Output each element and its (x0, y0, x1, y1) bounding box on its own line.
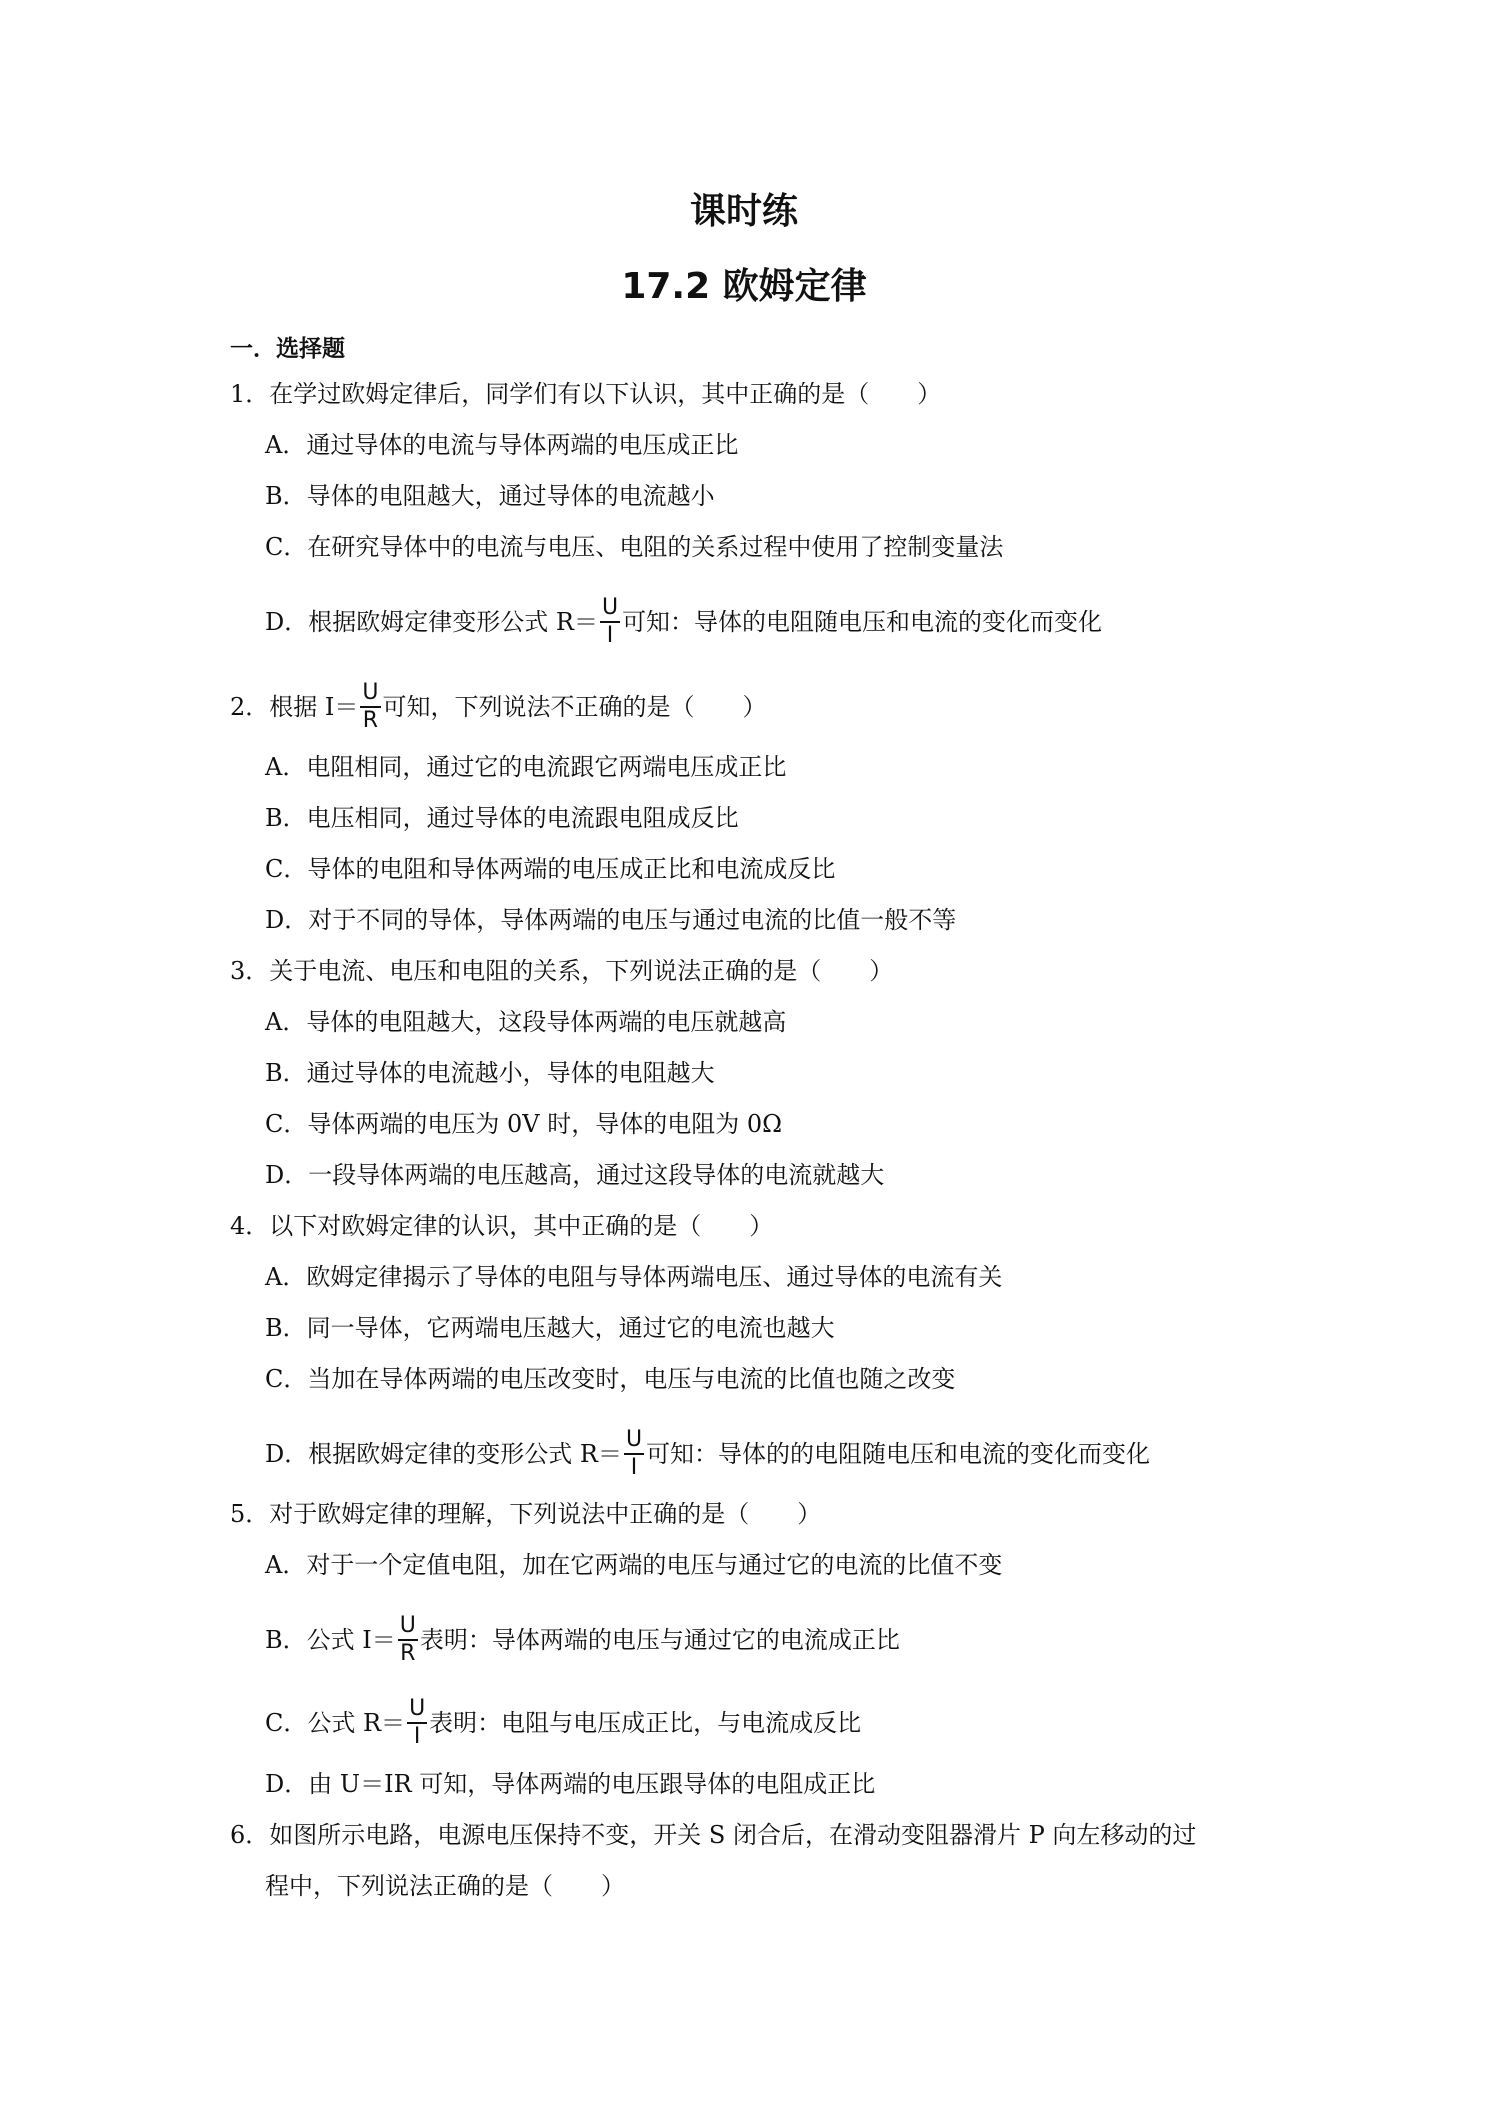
question-5-option-b (265, 1614, 900, 1666)
question-3-option-c: C．导体两端的电压为 0V 时，导体的电阻为 0Ω (265, 1110, 783, 1138)
fraction (360, 681, 380, 733)
question-1-option-d (265, 596, 1102, 648)
fraction-denominator: R (400, 1641, 416, 1666)
question-5-option-a: A．对于一个定值电阻，加在它两端的电压与通过它的电流的比值不变 (265, 1551, 1003, 1579)
fraction (600, 596, 620, 648)
fraction-numerator: U (407, 1697, 427, 1724)
fraction-denominator: R (362, 708, 379, 733)
stem-text: 2．根据 I＝ (230, 693, 359, 721)
question-1-option-b: B．导体的电阻越大，通过导体的电流越小 (265, 482, 715, 510)
page-subtitle: 17.2 欧姆定律 (621, 266, 867, 307)
question-3-option-a: A．导体的电阻越大，这段导体两端的电压就越高 (265, 1008, 787, 1036)
question-4-option-d (265, 1428, 1150, 1480)
question-5-option-c (265, 1697, 861, 1749)
fraction-denominator: I (630, 1455, 638, 1480)
fraction-numerator: U (398, 1614, 418, 1641)
question-3-option-d: D．一段导体两端的电压越高，通过这段导体的电流就越大 (265, 1161, 885, 1189)
page-title: 课时练 (689, 191, 798, 232)
option-text: 表明：电阻与电压成正比，与电流成反比 (429, 1709, 862, 1737)
option-text: C．公式 R＝ (265, 1709, 406, 1737)
question-4-option-a: A．欧姆定律揭示了导体的电阻与导体两端电压、通过导体的电流有关 (265, 1263, 1003, 1291)
fraction-numerator: U (360, 681, 380, 708)
option-text: D．根据欧姆定律变形公式 R＝ (265, 608, 598, 636)
question-2-option-c: C．导体的电阻和导体两端的电压成正比和电流成反比 (265, 855, 836, 883)
question-2-stem (230, 681, 767, 733)
stem-text: 可知，下列说法不正确的是（ ） (382, 693, 767, 721)
fraction-numerator: U (624, 1428, 644, 1455)
fraction (398, 1614, 418, 1666)
option-text: 表明：导体两端的电压与通过它的电流成正比 (419, 1626, 900, 1654)
question-1-option-a: A．通过导体的电流与导体两端的电压成正比 (265, 431, 739, 459)
question-2-option-a: A．电阻相同，通过它的电流跟它两端电压成正比 (265, 753, 787, 781)
question-1-option-c: C．在研究导体中的电流与电压、电阻的关系过程中使用了控制变量法 (265, 533, 1004, 561)
fraction (407, 1697, 427, 1749)
fraction-denominator: I (413, 1724, 421, 1749)
question-2-option-d: D．对于不同的导体，导体两端的电压与通过电流的比值一般不等 (265, 906, 957, 934)
fraction (624, 1428, 644, 1480)
question-4-stem: 4．以下对欧姆定律的认识，其中正确的是（ ） (230, 1212, 774, 1240)
question-3-stem: 3．关于电流、电压和电阻的关系，下列说法正确的是（ ） (230, 957, 894, 985)
option-text: D．根据欧姆定律的变形公式 R＝ (265, 1440, 622, 1468)
question-5-option-d: D．由 U＝IR 可知，导体两端的电压跟导体的电阻成正比 (265, 1770, 876, 1798)
option-text: 可知：导体的的电阻随电压和电流的变化而变化 (646, 1440, 1151, 1468)
option-text: 可知：导体的电阻随电压和电流的变化而变化 (622, 608, 1103, 636)
question-6-stem-line-1: 6．如图所示电路，电源电压保持不变，开关 S 闭合后，在滑动变阻器滑片 P 向左移动的过 (230, 1821, 1197, 1849)
option-text: B．公式 I＝ (265, 1626, 396, 1654)
question-2-option-b: B．电压相同，通过导体的电流跟电阻成反比 (265, 804, 739, 832)
section-heading: 一．选择题 (230, 336, 345, 362)
question-3-option-b: B．通过导体的电流越小，导体的电阻越大 (265, 1059, 715, 1087)
question-4-option-b: B．同一导体，它两端电压越大，通过它的电流也越大 (265, 1314, 835, 1342)
question-4-option-c: C．当加在导体两端的电压改变时，电压与电流的比值也随之改变 (265, 1365, 956, 1393)
fraction-denominator: I (606, 623, 614, 648)
question-5-stem: 5．对于欧姆定律的理解，下列说法中正确的是（ ） (230, 1500, 822, 1528)
fraction-numerator: U (600, 596, 620, 623)
question-6-stem-line-2: 程中，下列说法正确的是（ ） (265, 1872, 625, 1900)
question-1-stem: 1．在学过欧姆定律后，同学们有以下认识，其中正确的是（ ） (230, 380, 942, 408)
